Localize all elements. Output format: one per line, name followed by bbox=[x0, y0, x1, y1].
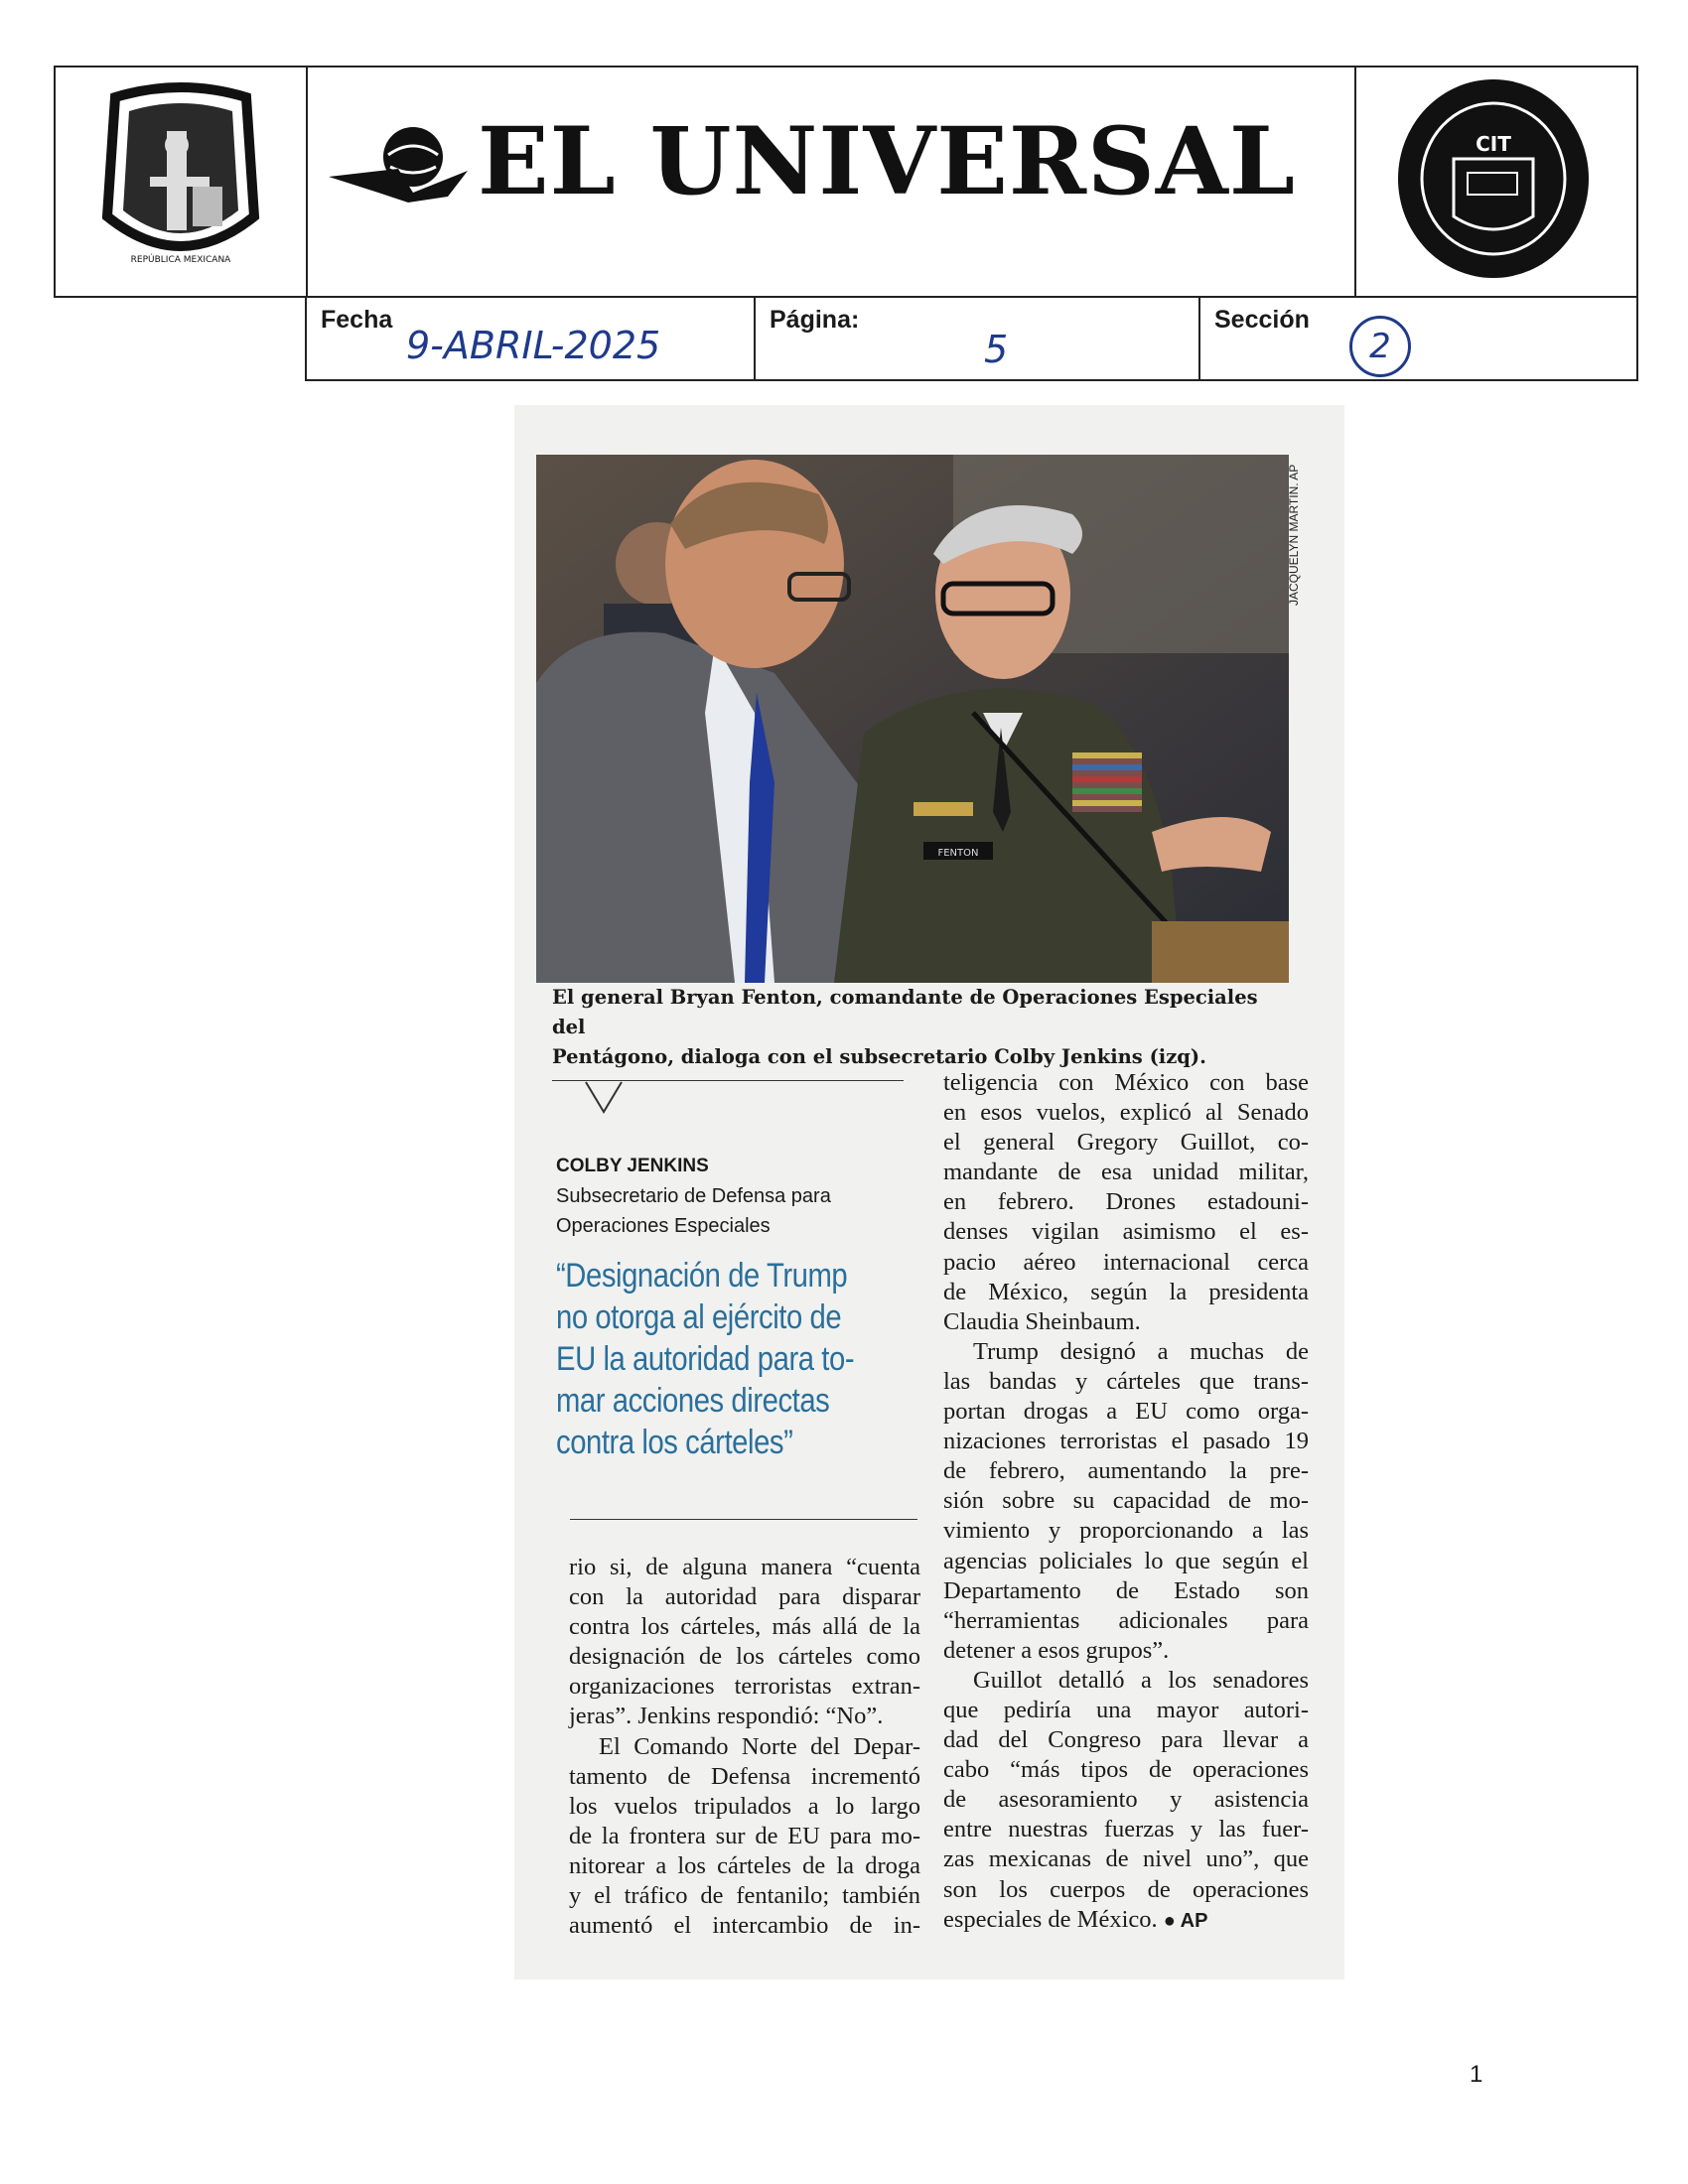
body-line: nizaciones terroristas el pasado 19 bbox=[943, 1428, 1309, 1455]
body-line: en esos vuelos, explicó al Senado bbox=[943, 1099, 1309, 1127]
body-line: de México, según la presidenta bbox=[943, 1278, 1309, 1305]
cit-abbr: CIT bbox=[1476, 132, 1511, 156]
body-line: contra los cárteles, más allá de la bbox=[569, 1613, 920, 1641]
seccion-cell bbox=[1198, 298, 1638, 379]
body-line-final bbox=[943, 1905, 1309, 1936]
body-line: “herramientas adicionales para bbox=[943, 1606, 1309, 1634]
cit-seal-icon bbox=[1356, 68, 1636, 296]
body-line: aumentó el intercambio de in- bbox=[569, 1912, 920, 1940]
body-line: mandante de esa unidad militar, bbox=[943, 1159, 1309, 1186]
svg-text:REPÚBLICA MEXICANA: REPÚBLICA MEXICANA bbox=[130, 255, 231, 265]
callout-role: Subsecretario de Defensa para Operaciones Especiales bbox=[556, 1185, 831, 1237]
pagina-value: 5 bbox=[984, 328, 1009, 371]
body-line: organizaciones terroristas extran- bbox=[569, 1673, 920, 1701]
body-line: con la autoridad para disparar bbox=[569, 1583, 920, 1611]
clipping-meta-row bbox=[305, 298, 1638, 381]
caption-line: El general Bryan Fenton, comandante de Operaciones Especiales del bbox=[552, 986, 1258, 1038]
body-line: jeras”. Jenkins respondió: “No”. bbox=[569, 1703, 884, 1730]
uniform-nameplate: FENTON bbox=[937, 848, 979, 859]
body-line: denses vigilan asimismo el es- bbox=[943, 1218, 1309, 1246]
page-number: 1 bbox=[1470, 2061, 1483, 2088]
body-line: Guillot detalló a los senadores bbox=[973, 1666, 1309, 1694]
callout-author: COLBY JENKINS bbox=[556, 1156, 709, 1176]
body-line: detener a esos grupos”. bbox=[943, 1636, 1170, 1664]
agency-signoff: ● AP bbox=[1163, 1909, 1208, 1932]
body-line: rio si, de alguna manera “cuenta bbox=[569, 1554, 920, 1580]
globe-eagle-logo-icon bbox=[319, 107, 478, 226]
body-line: entre nuestras fuerzas y las fuer- bbox=[943, 1816, 1309, 1843]
photo-credit: JACQUELYN MARTIN. AP bbox=[1287, 464, 1301, 606]
body-line: designación de los cárteles como bbox=[569, 1643, 920, 1671]
body-line: de febrero, aumentando la pre- bbox=[943, 1457, 1309, 1485]
body-line: y el tráfico de fentanilo; también bbox=[569, 1882, 920, 1910]
body-line: teligencia con México con base bbox=[943, 1069, 1309, 1096]
body-line: cabo “más tipos de operaciones bbox=[943, 1756, 1309, 1784]
pagina-label: Página: bbox=[770, 306, 860, 334]
body-line: dad del Congreso para llevar a bbox=[943, 1726, 1309, 1754]
body-line: zas mexicanas de nivel uno”, que bbox=[943, 1845, 1309, 1873]
body-line: vimiento y proporcionando a las bbox=[943, 1517, 1309, 1545]
body-line: El Comando Norte del Depar- bbox=[599, 1732, 920, 1760]
article-photo bbox=[536, 455, 1289, 983]
fecha-cell bbox=[307, 298, 754, 379]
body-line: son los cuerpos de operaciones bbox=[943, 1875, 1309, 1903]
fecha-value: 9-ABRIL-2025 bbox=[406, 324, 661, 367]
clipping-header-box bbox=[54, 66, 1638, 298]
fecha-label: Fecha bbox=[321, 306, 393, 334]
pull-quote: “Designación de Trump no otorga al ejército de EU la autoridad para to- mar acciones directas contra los cárteles” bbox=[556, 1257, 855, 1461]
seccion-value: 2 bbox=[1349, 316, 1411, 377]
callout-chevron-icon bbox=[584, 1080, 624, 1116]
body-line: en febrero. Drones estadouni- bbox=[943, 1188, 1309, 1216]
body-line: portan drogas a EU como orga- bbox=[943, 1398, 1309, 1426]
body-line: Departamento de Estado son bbox=[943, 1576, 1309, 1604]
body-line: de asesoramiento y asistencia bbox=[943, 1786, 1309, 1814]
body-line: nitorear a los cárteles de la droga bbox=[569, 1851, 920, 1879]
right-text-column bbox=[943, 1068, 1309, 1936]
body-line: sión sobre su capacidad de mo- bbox=[943, 1487, 1309, 1515]
body-line: Claudia Sheinbaum. bbox=[943, 1307, 1141, 1335]
caption-line: Pentágono, dialoga con el subsecretario Colby Jenkins (izq). bbox=[552, 1045, 1206, 1068]
left-seal-cell bbox=[56, 68, 308, 296]
mining-union-seal-icon bbox=[56, 68, 306, 296]
right-seal-cell bbox=[1354, 68, 1636, 296]
body-line: pacio aéreo internacional cerca bbox=[943, 1248, 1309, 1276]
senate-hearing-photo bbox=[536, 455, 1289, 983]
body-line: el general Gregory Guillot, co- bbox=[943, 1129, 1309, 1157]
body-line: agencias policiales lo que según el bbox=[943, 1547, 1309, 1574]
callout-bottom-rule bbox=[570, 1519, 917, 1520]
seccion-label: Sección bbox=[1214, 306, 1310, 334]
pagina-cell bbox=[754, 298, 1200, 379]
photo-caption bbox=[552, 983, 1287, 1072]
body-line: que pediría una mayor autori- bbox=[943, 1696, 1309, 1723]
body-line: especiales de México. bbox=[943, 1905, 1158, 1933]
left-text-column bbox=[569, 1553, 920, 1941]
body-line: de la frontera sur de EU para mo- bbox=[569, 1822, 920, 1849]
body-line: los vuelos tripulados a lo largo bbox=[569, 1792, 920, 1820]
body-line: Trump designó a muchas de bbox=[973, 1337, 1309, 1365]
body-line: las bandas y cárteles que trans- bbox=[943, 1367, 1309, 1395]
newspaper-name: EL UNIVERSAL bbox=[478, 107, 1296, 216]
body-line: tamento de Defensa incrementó bbox=[569, 1762, 920, 1790]
